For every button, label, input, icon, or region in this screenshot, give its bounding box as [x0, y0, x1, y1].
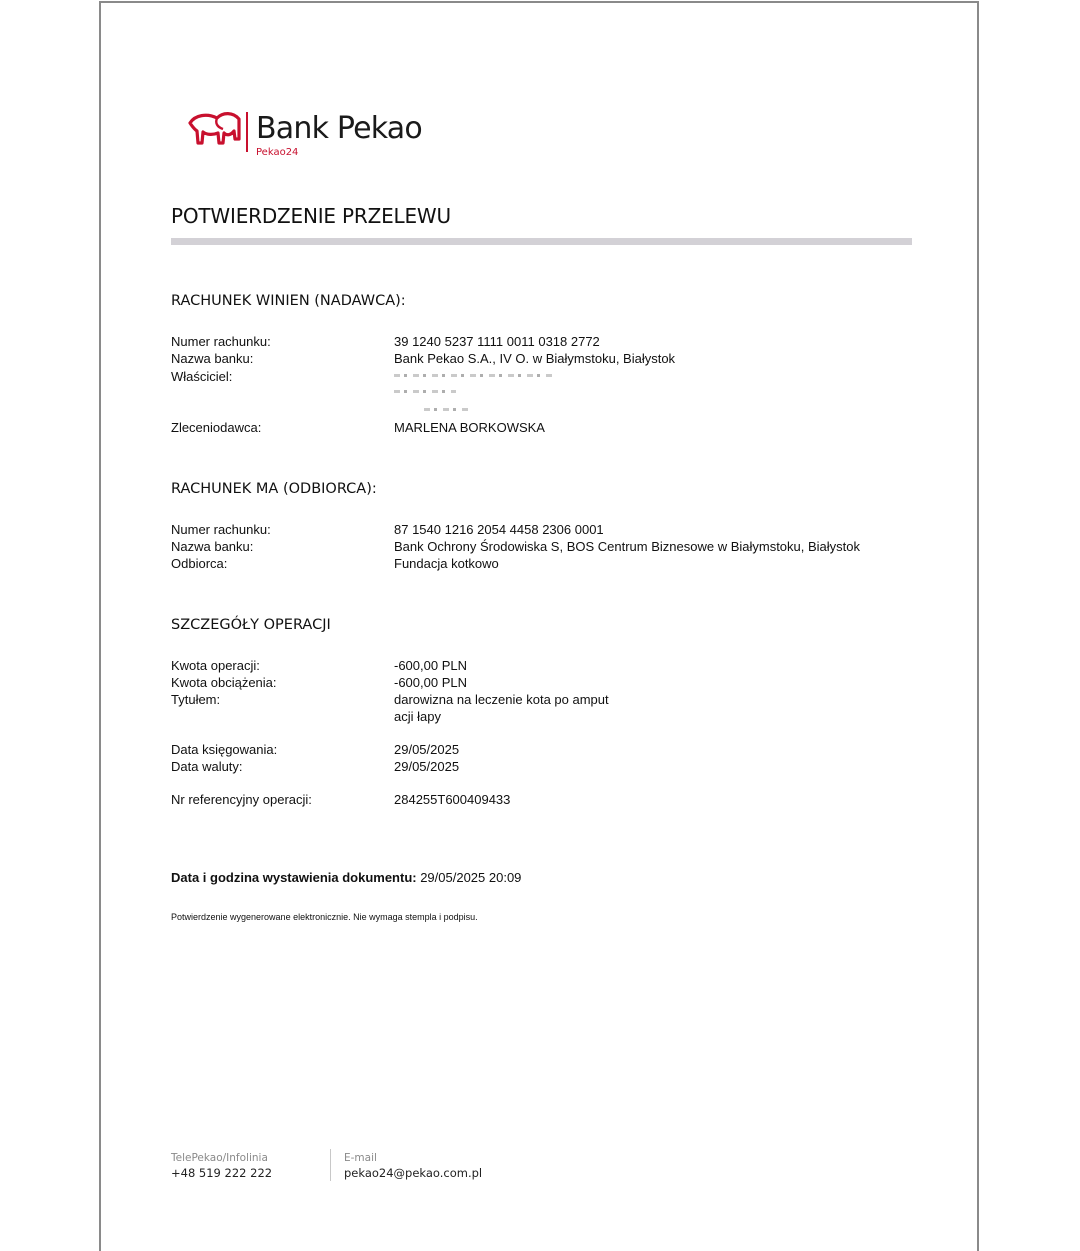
recipient-name-label: Odbiorca:	[171, 556, 228, 571]
logo-subtitle: Pekao24	[256, 147, 299, 158]
sender-account-value: 39 1240 5237 1111 0011 0318 2772	[394, 334, 600, 349]
sender-bank-value: Bank Pekao S.A., IV O. w Białymstoku, Białystok	[394, 351, 676, 366]
recipient-bank-value: Bank Ochrony Środowiska S, BOS Centrum Biznesowe w Białymstoku, Białystok	[394, 539, 861, 554]
sender-bank-label: Nazwa banku:	[171, 351, 254, 366]
sender-owner-label: Właściciel:	[171, 369, 233, 384]
reference-label: Nr referencyjny operacji:	[171, 792, 312, 807]
footer-phone-value[interactable]: +48 519 222 222	[171, 1166, 273, 1180]
issue-datetime	[171, 869, 521, 887]
ordering-party-label: Zleceniodawca:	[171, 420, 262, 435]
transfer-title-label: Tytułem:	[171, 692, 221, 707]
value-date-label: Data waluty:	[171, 759, 243, 774]
footer-phone-label: TelePekao/Infolinia	[171, 1152, 268, 1164]
transfer-title-line2: acji łapy	[394, 709, 441, 724]
logo-divider	[246, 112, 248, 152]
charge-value: -600,00 PLN	[394, 675, 467, 690]
charge-label: Kwota obciążenia:	[171, 675, 277, 690]
amount-value: -600,00 PLN	[394, 658, 467, 673]
redacted-owner-city	[424, 408, 472, 411]
bison-logo-icon	[187, 109, 243, 151]
recipient-account-label: Numer rachunku:	[171, 522, 271, 537]
footer-email-label: E-mail	[344, 1152, 377, 1164]
sender-account-label: Numer rachunku:	[171, 334, 271, 349]
ordering-party-value: MARLENA BORKOWSKA	[394, 420, 545, 435]
document-title: POTWIERDZENIE PRZELEWU	[171, 204, 451, 228]
title-divider	[171, 238, 912, 245]
booking-date-value: 29/05/2025	[394, 742, 460, 757]
operation-heading: SZCZEGÓŁY OPERACJI	[171, 617, 331, 633]
redacted-owner-address	[394, 390, 456, 393]
redacted-owner-name	[394, 374, 554, 377]
booking-date-label: Data księgowania:	[171, 742, 278, 757]
issue-datetime-value: 29/05/2025 20:09	[416, 870, 522, 885]
amount-label: Kwota operacji:	[171, 658, 260, 673]
recipient-name-value: Fundacja kotkowo	[394, 556, 499, 571]
sender-heading: RACHUNEK WINIEN (NADAWCA):	[171, 293, 406, 309]
recipient-heading: RACHUNEK MA (ODBIORCA):	[171, 481, 377, 497]
recipient-account-value: 87 1540 1216 2054 4458 2306 0001	[394, 522, 604, 537]
value-date-value: 29/05/2025	[394, 759, 460, 774]
transfer-title-line1: darowizna na leczenie kota po amput	[394, 692, 609, 707]
bank-name-logo: Bank Pekao	[256, 111, 422, 146]
issue-datetime-label: Data i godzina wystawienia dokumentu:	[171, 870, 417, 885]
footer-email-value[interactable]: pekao24@pekao.com.pl	[344, 1166, 483, 1180]
document-page	[99, 1, 979, 1251]
reference-value: 284255T600409433	[394, 792, 511, 807]
electronic-note: Potwierdzenie wygenerowane elektronicznie. Nie wymaga stempla i podpisu.	[171, 912, 478, 922]
recipient-bank-label: Nazwa banku:	[171, 539, 254, 554]
footer-divider	[330, 1149, 331, 1181]
